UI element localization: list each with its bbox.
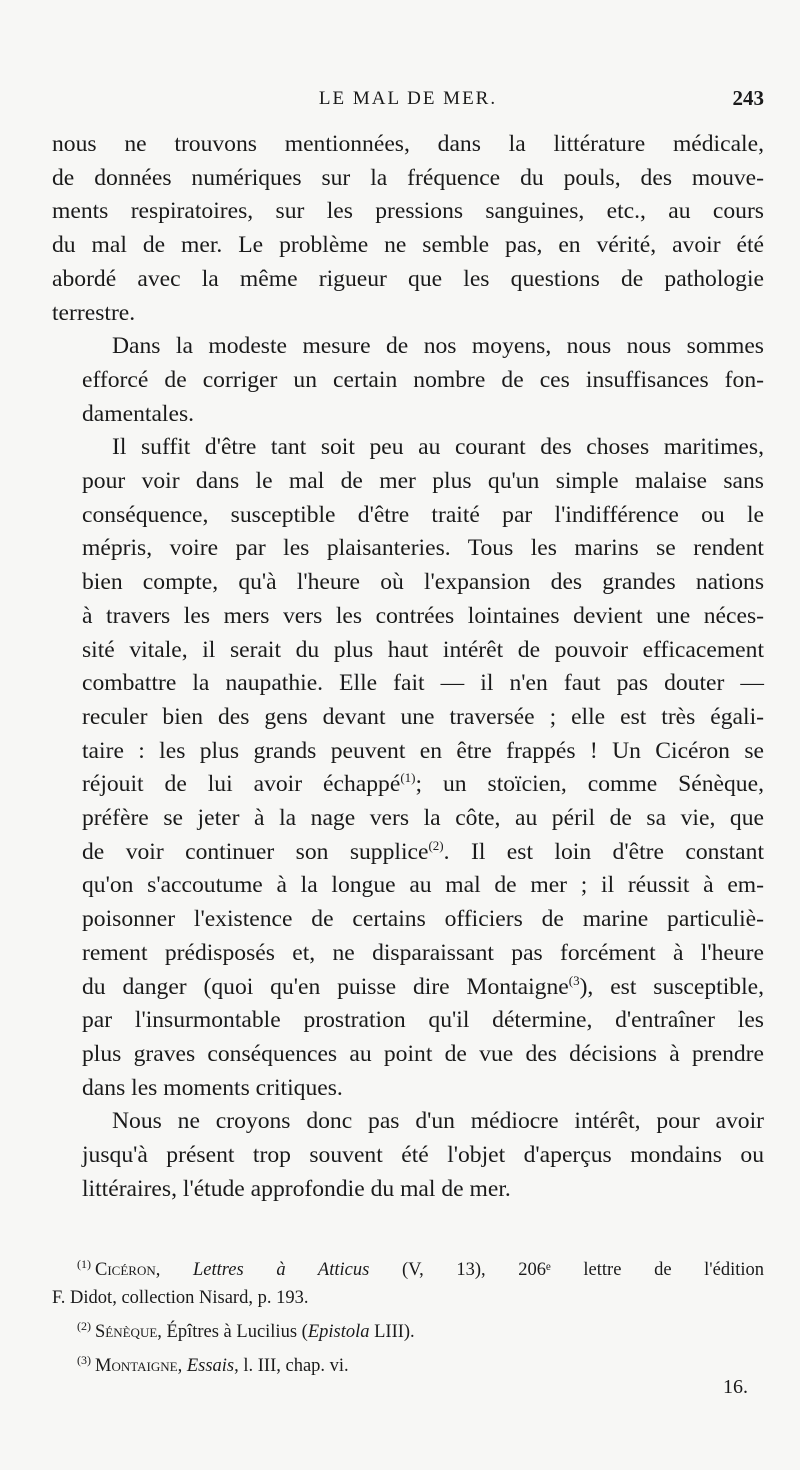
text-line: préfère se jeter à la nage vers la côte, au péril de sa vie, que [82, 805, 764, 832]
text-line: à travers les mers vers les contrées lointaines devient une néces- [82, 602, 764, 629]
footnote-mark: (2) [77, 1319, 91, 1333]
text-line: abordé avec la même rigueur que les questions de pathologie [52, 265, 764, 292]
text-line: Dans la modeste mesure de nos moyens, nous nous sommes [112, 333, 764, 360]
text-line: plus graves conséquences au point de vue des décisions à prendre [82, 1040, 764, 1067]
footnote-2 [52, 1312, 764, 1346]
paragraph-4 [52, 1105, 764, 1206]
text-line [52, 971, 764, 1005]
text-line [52, 836, 764, 870]
footnote-text: , Épîtres à Lucilius ( [157, 1322, 308, 1342]
footnotes [52, 1250, 764, 1380]
footnote-sep: , [155, 1260, 194, 1280]
footnote-text: , l. III, chap. vi. [234, 1356, 349, 1376]
footnote-author: Cicéron [95, 1260, 156, 1280]
paragraph-2 [52, 330, 764, 431]
text-line: combattre la naupathie. Elle fait — il n'en faut pas douter — [82, 670, 764, 697]
running-title: LE MAL DE MER. [318, 88, 498, 109]
text-line: jusqu'à présent trop souvent été l'objet d'aperçus mondains ou [82, 1142, 764, 1169]
text-line: bien compte, qu'à l'heure où l'expansion des grandes nations [82, 569, 764, 596]
footnote-mark: (1) [77, 1257, 91, 1271]
text-segment: . Il est loin d'être constant [443, 838, 764, 865]
footnote-1 [52, 1250, 764, 1284]
text-line: poisonner l'existence de certains officiers de marine particuliè- [82, 906, 764, 933]
text-segment: réjouit de lui avoir échappé [82, 771, 401, 798]
text-line: dans les moments critiques. [82, 1074, 343, 1101]
text-line: qu'on s'accoutume à la longue au mal de mer ; il réussit à em- [82, 872, 764, 899]
paragraph-3 [52, 431, 764, 1105]
text-line: taire : les plus grands peuvent en être frappés ! Un Cicéron se [82, 737, 764, 764]
text-line [52, 768, 764, 802]
text-line: sité vitale, il serait du plus haut intérêt de pouvoir efficacement [82, 636, 764, 663]
text-line: conséquence, susceptible d'être traité par l'indifférence ou le [82, 501, 764, 528]
body-text [52, 128, 764, 1207]
text-segment: de voir continuer son supplice [82, 838, 429, 865]
footnote-author: Montaigne [95, 1356, 178, 1376]
text-line: rement prédisposés et, ne disparaissant pas forcément à l'heure [82, 939, 764, 966]
footnote-text: LIII). [369, 1322, 415, 1342]
page-number: 243 [732, 86, 764, 110]
page-header [52, 86, 764, 116]
footnote-work: Epistola [307, 1322, 370, 1342]
footnote-ref[interactable]: (2) [428, 837, 444, 853]
footnote-work: Lettres à Atticus [193, 1260, 370, 1280]
text-line: du mal de mer. Le problème ne semble pas, en vérité, avoir été [52, 232, 764, 259]
footnote-author: Sénèque [95, 1322, 158, 1342]
footnote-1-continuation: F. Didot, collection Nisard, p. 193. [52, 1288, 309, 1308]
text-segment: du danger (quoi qu'en puisse dire Montaigne [82, 973, 569, 1000]
text-line: reculer bien des gens devant une traversée ; elle est très égali- [82, 703, 764, 730]
text-line: efforcé de corriger un certain nombre de ces insuffisances fon- [82, 366, 764, 393]
signature-mark: 16. [723, 1376, 748, 1398]
paragraph-1 [52, 128, 764, 330]
footnote-3 [52, 1346, 764, 1380]
text-line: littéraires, l'étude approfondie du mal de mer. [82, 1175, 511, 1202]
footnote-ref[interactable]: (1) [400, 770, 416, 786]
footnote-mark: (3) [77, 1353, 91, 1367]
text-line: Nous ne croyons donc pas d'un médiocre intérêt, pour avoir [112, 1108, 764, 1135]
footnote-text: (V, 13), 206ᵉ lettre de l'édition [369, 1260, 765, 1280]
text-line: par l'insurmontable prostration qu'il détermine, d'entraîner les [82, 1007, 764, 1034]
footnote-text: , [177, 1356, 187, 1376]
footnote-ref[interactable]: (3 [568, 972, 580, 988]
text-segment: ), est susceptible, [579, 973, 764, 1000]
text-line: de données numériques sur la fréquence du pouls, des mouve- [52, 164, 764, 191]
text-line: ments respiratoires, sur les pressions sanguines, etc., au cours [52, 198, 764, 225]
text-line: Il suffit d'être tant soit peu au courant des choses maritimes, [112, 434, 764, 461]
text-line: nous ne trouvons mentionnées, dans la littérature médicale, [52, 131, 764, 157]
text-line: mépris, voire par les plaisanteries. Tous les marins se rendent [82, 535, 764, 562]
text-line: pour voir dans le mal de mer plus qu'un simple malaise sans [82, 468, 764, 495]
footnote-work: Essais [186, 1356, 235, 1376]
text-segment: ; un stoïcien, comme Sénèque, [415, 771, 764, 798]
text-line: terrestre. [52, 299, 136, 326]
text-line: damentales. [82, 400, 195, 427]
